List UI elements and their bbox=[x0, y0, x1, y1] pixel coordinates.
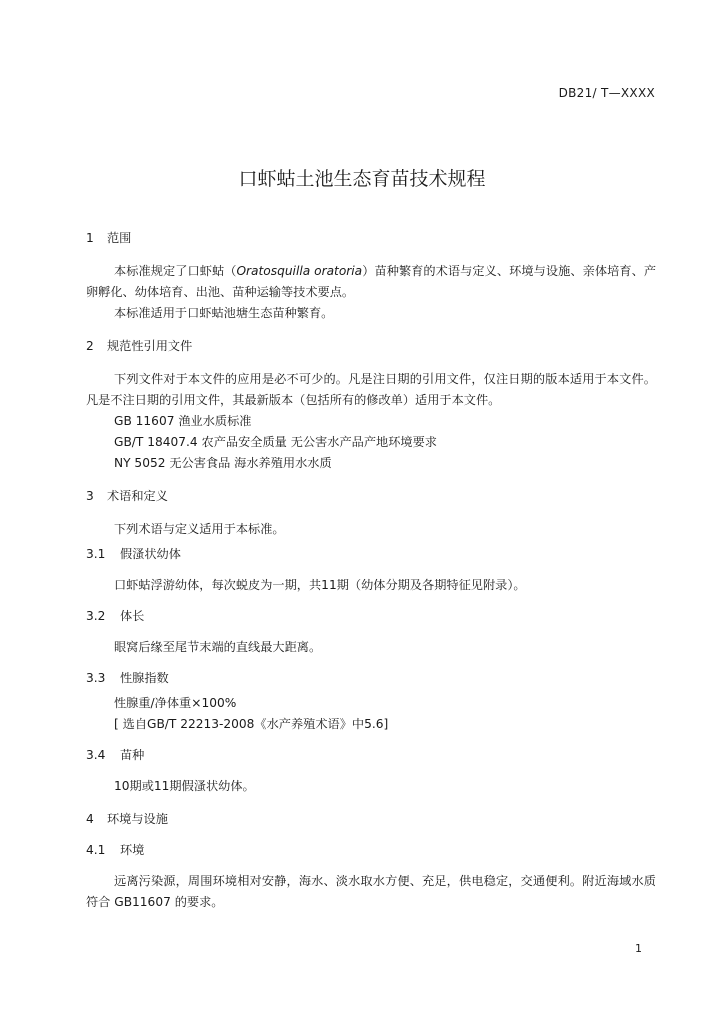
term-3-4-heading bbox=[86, 745, 656, 766]
section-number: 4 bbox=[86, 812, 94, 826]
section-title: 环境与设施 bbox=[107, 812, 168, 826]
section-title: 范围 bbox=[107, 231, 132, 245]
subsection-title: 环境 bbox=[120, 843, 145, 857]
section-3-heading bbox=[86, 486, 656, 507]
page-number: 1 bbox=[635, 942, 642, 955]
references-intro: 下列文件对于本文件的应用是必不可少的。凡是注日期的引用文件，仅注日期的版本适用于本文件。凡是不注日期的引用文件，其最新版本（包括所有的修改单）适用于本文件。 bbox=[86, 372, 656, 407]
section-1-heading bbox=[86, 228, 656, 249]
term-definition: 性腺重/净体重×100% bbox=[114, 696, 237, 710]
term-title: 性腺指数 bbox=[120, 671, 169, 685]
term-number: 3.3 bbox=[86, 671, 106, 685]
section-number: 1 bbox=[86, 231, 94, 245]
term-3-1-heading bbox=[86, 544, 656, 565]
term-3-3-heading bbox=[86, 668, 656, 689]
term-title: 苗种 bbox=[120, 748, 145, 762]
document-code: DB21/ T—XXXX bbox=[558, 86, 655, 100]
latin-species-name: Oratosquilla oratoria bbox=[236, 264, 363, 278]
term-definition: 眼窝后缘至尾节末端的直线最大距离。 bbox=[114, 640, 322, 654]
term-number: 3.1 bbox=[86, 547, 106, 561]
term-number: 3.2 bbox=[86, 609, 106, 623]
term-title: 体长 bbox=[120, 609, 145, 623]
section-2-heading bbox=[86, 336, 656, 357]
scope-paragraph: 本标准规定了口虾蛄（Oratosquilla oratoria）苗种繁育的术语与定义、环境与设施、亲体培育、产卵孵化、幼体培育、出池、苗种运输等技术要点。 bbox=[86, 264, 657, 299]
reference-item: GB/T 18407.4 农产品安全质量 无公害水产品产地环境要求 bbox=[114, 435, 437, 449]
subsection-number: 4.1 bbox=[86, 843, 106, 857]
document-title: 口虾蛄土池生态育苗技术规程 bbox=[238, 168, 486, 190]
subsection-4-1-heading bbox=[86, 840, 656, 861]
reference-item: NY 5052 无公害食品 海水养殖用水水质 bbox=[114, 456, 332, 470]
section-4-heading bbox=[86, 809, 656, 830]
scope-applicability: 本标准适用于口虾蛄池塘生态苗种繁育。 bbox=[114, 306, 334, 320]
term-number: 3.4 bbox=[86, 748, 106, 762]
reference-item: GB 11607 渔业水质标准 bbox=[114, 414, 252, 428]
document-body bbox=[86, 228, 656, 913]
term-definition: 口虾蛄浮游幼体，每次蜕皮为一期，共11期（幼体分期及各期特征见附录）。 bbox=[114, 578, 526, 592]
section-title: 规范性引用文件 bbox=[107, 339, 193, 353]
terms-intro: 下列术语与定义适用于本标准。 bbox=[114, 522, 285, 536]
term-3-2-heading bbox=[86, 606, 656, 627]
term-title: 假溞状幼体 bbox=[120, 547, 181, 561]
term-source-note: [ 选自GB/T 22213-2008《水产养殖术语》中5.6] bbox=[114, 717, 389, 731]
term-definition: 10期或11期假溞状幼体。 bbox=[114, 779, 255, 793]
section-title: 术语和定义 bbox=[107, 489, 168, 503]
environment-paragraph: 远离污染源，周围环境相对安静，海水、淡水取水方便、充足，供电稳定，交通便利。附近海域水质符合 GB11607 的要求。 bbox=[86, 874, 656, 909]
section-number: 2 bbox=[86, 339, 94, 353]
section-number: 3 bbox=[86, 489, 94, 503]
